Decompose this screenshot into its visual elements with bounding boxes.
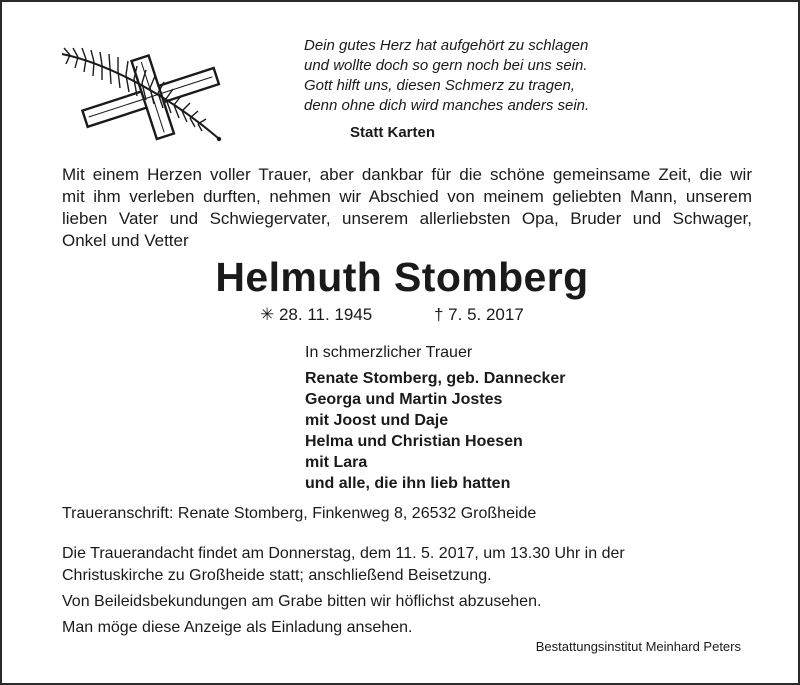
mourning-address: Traueranschrift: Renate Stomberg, Finkenweg 8, 26532 Großheide [62, 505, 537, 522]
cross-with-palm-branch-icon [60, 42, 230, 142]
intro-text [62, 164, 752, 252]
intro-line: mit ihm verleben durften, nehmen wir Abschied von meinem geliebten Mann, unserem [62, 187, 752, 206]
poem-line: und wollte doch so gern noch bei uns sein. [304, 57, 588, 74]
undertaker-credit: Bestattungsinstitut Meinhard Peters [535, 639, 741, 654]
mourner-name: und alle, die ihn lieb hatten [305, 475, 511, 492]
poem-line: denn ohne dich wird manches anders sein. [304, 97, 590, 114]
birth-date: ✳ 28. 11. 1945 [260, 305, 373, 324]
intro-line: Mit einem Herzen voller Trauer, aber dankbar für die schöne gemeinsame Zeit, die wir [62, 165, 752, 184]
mourner-name: Renate Stomberg, geb. Dannecker [305, 370, 566, 387]
service-line: Die Trauerandacht findet am Donnerstag, dem 11. 5. 2017, um 13.30 Uhr in der [62, 545, 625, 562]
mourner-name: Helma und Christian Hoesen [305, 433, 523, 450]
mourner-name: mit Lara [305, 454, 368, 471]
condolence-note: Von Beileidsbekundungen am Grabe bitten wir höflichst abzusehen. [62, 593, 542, 610]
invitation-note: Man möge diese Anzeige als Einladung ansehen. [62, 619, 413, 636]
service-line: Christuskirche zu Großheide statt; anschließend Beisetzung. [62, 567, 492, 584]
mourner-name: Georga und Martin Jostes [305, 391, 503, 408]
deceased-name: Helmuth Stomberg [215, 254, 589, 300]
service-info [62, 543, 762, 639]
death-date: † 7. 5. 2017 [434, 305, 524, 324]
poem-line: Gott hilft uns, diesen Schmerz zu tragen, [304, 77, 575, 94]
intro-line: lieben Vater und Schwiegervater, unserem allerliebsten Opa, Bruder und Schwager, [62, 209, 752, 228]
poem-line: Dein gutes Herz hat aufgehört zu schlagen [304, 37, 589, 54]
statt-karten-label: Statt Karten [350, 124, 436, 141]
memorial-poem [304, 36, 774, 116]
mourners-list [305, 368, 566, 494]
intro-line: Onkel und Vetter [62, 231, 189, 250]
mourner-name: mit Joost und Daje [305, 412, 449, 429]
mourning-heading: In schmerzlicher Trauer [305, 344, 473, 361]
